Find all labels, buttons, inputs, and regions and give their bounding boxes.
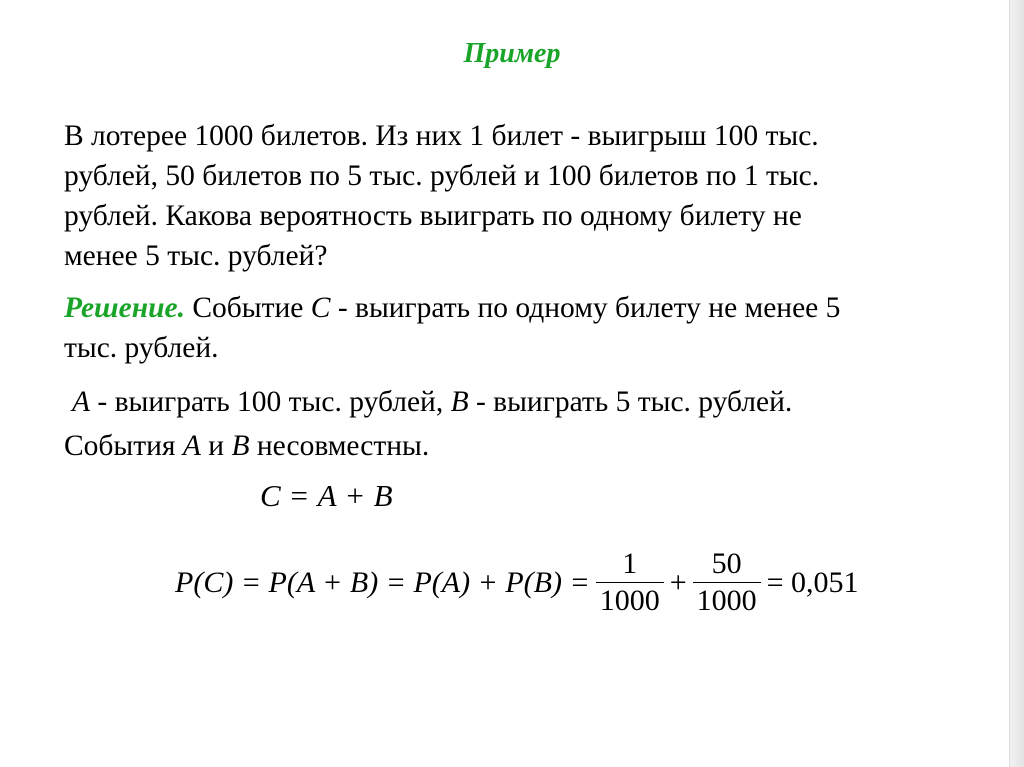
event-a-variable: A	[72, 386, 91, 418]
solution-label: Решение.	[64, 292, 185, 324]
fraction-2	[693, 546, 761, 619]
solution-text-a: Событие	[184, 292, 311, 324]
slide-edge-border	[1009, 0, 1024, 767]
slide-title: Пример	[463, 38, 561, 69]
events-text-a: События	[64, 430, 183, 462]
event-b-variable: B	[450, 386, 469, 418]
problem-line-2: рублей, 50 билетов по 5 тыс. рублей и 100 билетов по 1 тыс.	[64, 160, 820, 192]
fraction-1-denominator: 1000	[599, 584, 660, 617]
solution-paragraph	[64, 288, 964, 368]
fraction-2-denominator: 1000	[696, 584, 757, 617]
sum-formula-c: C	[260, 478, 282, 513]
events-var-a: A	[182, 430, 201, 462]
solution-line-2: тыс. рублей.	[64, 332, 219, 364]
problem-line-3: рублей. Какова вероятность выиграть по одному билету не	[64, 200, 802, 232]
probability-lhs: P(C) = P(A + B) = P(A) + P(B) =	[175, 565, 590, 599]
events-text-and: и	[200, 430, 232, 462]
events-definition-line	[72, 382, 972, 422]
probability-formula	[175, 546, 859, 619]
fraction-1-numerator: 1	[622, 547, 638, 580]
events-var-b: B	[231, 430, 250, 462]
sum-formula-eq: =	[281, 478, 318, 513]
solution-text-b: - выиграть по одному билету не менее 5	[330, 292, 841, 324]
sum-formula-b: B	[373, 478, 394, 513]
problem-line-4: менее 5 тыс. рублей?	[64, 240, 328, 272]
fraction-1	[596, 546, 664, 619]
sum-formula-plus: +	[337, 478, 374, 513]
sum-formula	[260, 478, 394, 514]
probability-result: = 0,051	[766, 565, 859, 599]
event-a-text: - выиграть 100 тыс. рублей,	[90, 386, 451, 418]
event-b-text: - выиграть 5 тыс. рублей.	[468, 386, 793, 418]
event-c-variable: C	[310, 292, 331, 324]
solution-line-1	[64, 288, 964, 328]
fraction-2-numerator: 50	[711, 547, 742, 580]
problem-statement	[64, 116, 964, 276]
problem-line-1: В лотерее 1000 билетов. Из них 1 билет - выигрыш 100 тыс.	[64, 120, 819, 152]
events-incompatible-line	[64, 426, 964, 466]
probability-plus: +	[669, 565, 687, 599]
events-text-b: несовместны.	[249, 430, 430, 462]
sum-formula-a: A	[317, 478, 338, 513]
